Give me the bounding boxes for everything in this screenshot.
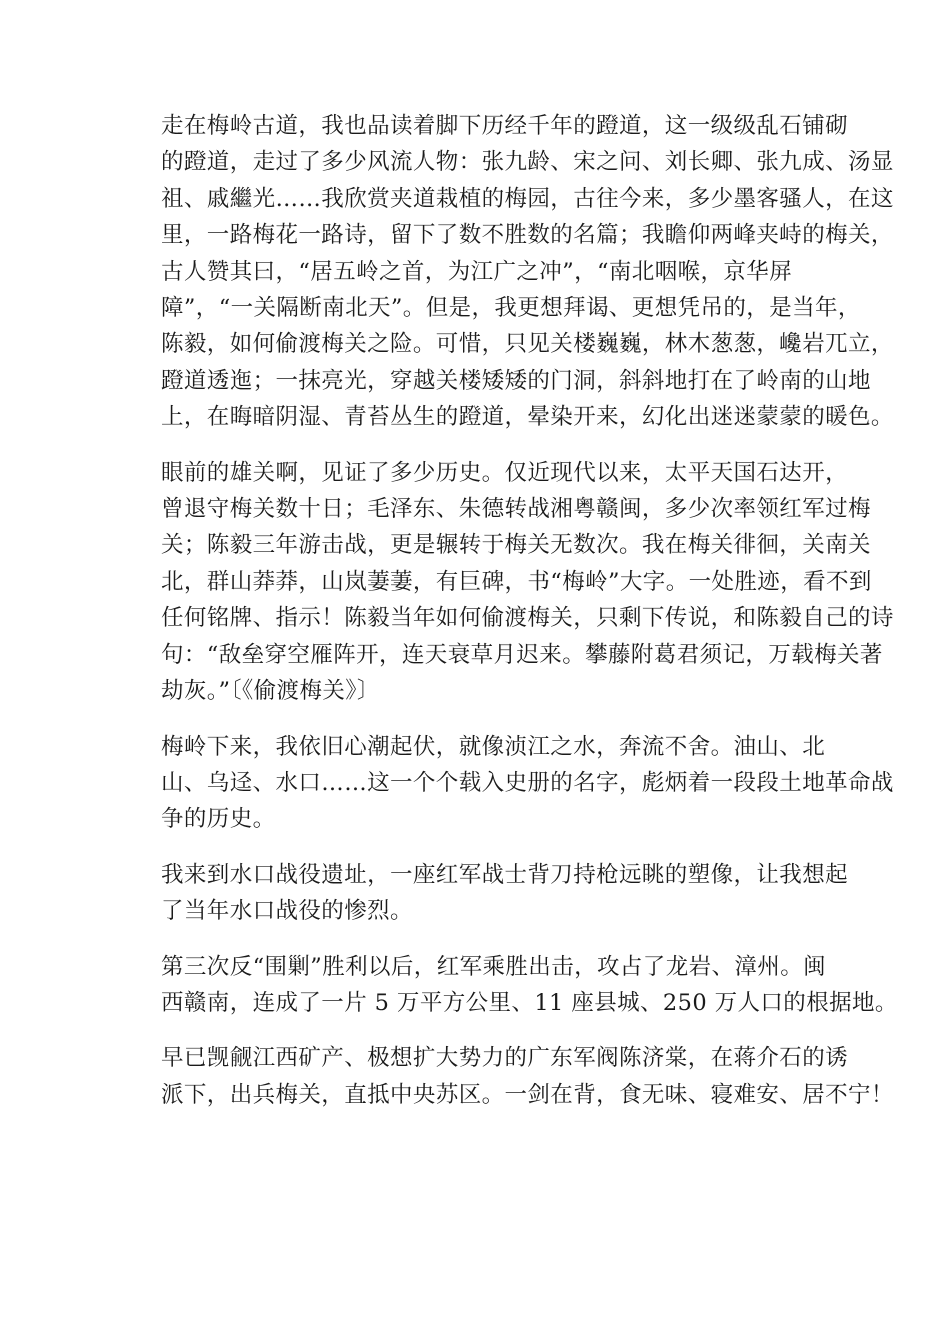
- text-line: 曾退守梅关数十日；毛泽东、朱德转战湘粤赣闽，多少次率领红军过梅: [161, 496, 871, 523]
- text-line: 西赣南，连成了一片 5 万平方公里、11 座县城、250 万人口的根据地。: [161, 989, 898, 1016]
- text-line: 关；陈毅三年游击战，更是辗转于梅关无数次。我在梅关徘徊，关南关: [161, 532, 871, 559]
- text-line: 劫灰。”〔《偷渡梅关》〕: [161, 678, 380, 705]
- paragraph-meiling-path: [116, 108, 894, 436]
- text-line: 古人赞其曰，“居五岭之首，为江广之冲”，“南北咽喉，京华屏: [161, 258, 793, 285]
- paragraph-pass-history: [116, 455, 894, 710]
- article-body: [116, 108, 898, 1132]
- text-line: 里，一路梅花一路诗，留下了数不胜数的名篇；我瞻仰两峰夹峙的梅关，: [161, 222, 894, 249]
- text-line: 祖、戚繼光……我欣赏夹道栽植的梅园，古往今来，多少墨客骚人，在这: [161, 185, 894, 212]
- text-line: 我来到水口战役遗址，一座红军战士背刀持枪远眺的塑像，让我想起: [161, 861, 849, 888]
- text-line: 上，在晦暗阴湿、青苔丛生的蹬道，晕染开来，幻化出迷迷蒙蒙的暖色。: [161, 404, 894, 431]
- text-line: 任何铭牌、指示！陈毅当年如何偷渡梅关，只剩下传说，和陈毅自己的诗: [161, 605, 894, 632]
- text-line: 眼前的雄关啊，见证了多少历史。仅近现代以来，太平天国石达开，: [161, 459, 849, 486]
- text-line: 梅岭下来，我依旧心潮起伏，就像浈江之水，奔流不舍。油山、北: [161, 733, 826, 760]
- paragraph-chen-jitang: [116, 1040, 894, 1113]
- text-line: 早已觊觎江西矿产、极想扩大势力的广东军阀陈济棠，在蒋介石的诱: [161, 1045, 849, 1072]
- text-line: 派下，出兵梅关，直抵中央苏区。一剑在背，食无味、寝难安、居不宁！: [161, 1081, 894, 1108]
- text-line: 山、乌迳、水口……这一个个载入史册的名字，彪炳着一段段土地革命战: [161, 769, 894, 796]
- text-line: 句：“敌垒穿空雁阵开，连天衰草月迟来。攀藤附葛君须记，万载梅关著: [161, 641, 883, 668]
- text-line: 走在梅岭古道，我也品读着脚下历经千年的蹬道，这一级级乱石铺砌: [161, 113, 849, 139]
- text-line: 的蹬道，走过了多少风流人物：张九龄、宋之问、刘长卿、张九成、汤显: [161, 149, 894, 176]
- paragraph-third-campaign: [116, 949, 898, 1022]
- text-line: 北，群山莽莽，山岚萋萋，有巨碑，书“梅岭”大字。一处胜迹，看不到: [161, 568, 872, 595]
- paragraph-shuikou-site: [116, 857, 849, 930]
- paragraph-descent: [116, 729, 894, 838]
- text-line: 第三次反“围剿”胜利以后，红军乘胜出击，攻占了龙岩、漳州。闽: [161, 953, 827, 980]
- text-line: 障”，“一关隔断南北天”。但是，我更想拜谒、更想凭吊的，是当年，: [161, 295, 861, 322]
- text-line: 陈毅，如何偷渡梅关之险。可惜，只见关楼巍巍，林木葱葱，巉岩兀立，: [161, 331, 894, 358]
- text-line: 蹬道透迤；一抹亮光，穿越关楼矮矮的门洞，斜斜地打在了岭南的山地: [161, 367, 871, 394]
- text-line: 了当年水口战役的惨烈。: [161, 898, 413, 925]
- text-line: 争的历史。: [161, 806, 276, 833]
